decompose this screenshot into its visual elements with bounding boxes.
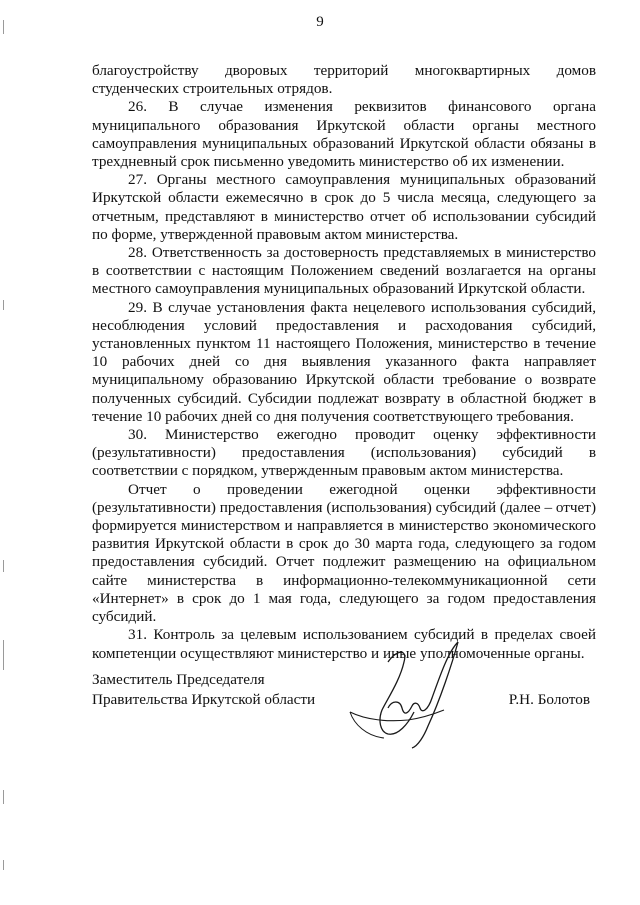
document-body (92, 62, 596, 663)
scan-margin-marks (3, 0, 7, 905)
signer-position-line2: Правительства Иркутской области (92, 691, 316, 708)
paragraph-30: 30. Министерство ежегодно проводит оценку эффективности (результативности) предоставления (использования) субсидий в соответствии с порядком, утвержденным правовым актом министерства. (92, 426, 596, 480)
scan-mark (3, 640, 4, 670)
paragraph-29: 29. В случае установления факта нецелевого использования субсидий, несоблюдения условий предоставления и расходования субсидий, установленных пунктом 11 настоящего Положения, министерство в течение 10 рабочих дней со дня выявления указанного факта направляет муниципальному образованию Иркутской области требование о возврате полученных субсидий. Субсидии подлежат возврату в областной бюджет в течение 10 рабочих дней со дня получения соответствующего требования. (92, 298, 596, 425)
paragraph-continuation: благоустройству дворовых территорий многоквартирных домов студенческих строительных отрядов. (92, 62, 596, 98)
scan-mark (3, 300, 4, 310)
scan-mark (3, 20, 4, 34)
signature-block (92, 670, 596, 750)
signer-name: Р.Н. Болотов (508, 691, 590, 708)
signer-position (92, 670, 315, 710)
scan-mark (3, 790, 4, 804)
paragraph-27: 27. Органы местного самоуправления муниципальных образований Иркутской области ежемесячно в срок до 5 числа месяца, следующего за отчетным, представляют в министерство отчет об использовании субсидий по форме, утвержденной правовым актом министерства. (92, 171, 596, 243)
page-number: 9 (316, 14, 324, 30)
paragraph-30-report: Отчет о проведении ежегодной оценки эффективности (результативности) предоставления (использования) субсидий (далее – отчет) формируется министерством и направляется в министерство экономического развития Иркутской области в срок до 30 марта года, следующего за годом предоставления субсидий. Отчет подлежит размещению на официальном сайте министерства в информационно-телекоммуникационной сети «Интернет» в срок до 1 мая года, следующего за годом предоставления субсидий. (92, 480, 596, 626)
scan-mark (3, 560, 4, 572)
paragraph-28: 28. Ответственность за достоверность представляемых в министерство в соответствии с настоящим Положением сведений возлагается на органы местного самоуправления муниципальных образований Иркутской области. (92, 244, 596, 298)
handwritten-signature (348, 640, 468, 750)
paragraph-31: 31. Контроль за целевым использованием субсидий в пределах своей компетенции осуществляют министерство и иные уполномоченные органы. (92, 626, 596, 662)
paragraph-26: 26. В случае изменения реквизитов финансового органа муниципального образования Иркутской области органы местного самоуправления муниципальных образований Иркутской области обязаны в трехдневный срок письменно уведомить министерство об их изменении. (92, 98, 596, 171)
scan-mark (3, 860, 4, 870)
signer-position-line1: Заместитель Председателя (92, 671, 265, 688)
